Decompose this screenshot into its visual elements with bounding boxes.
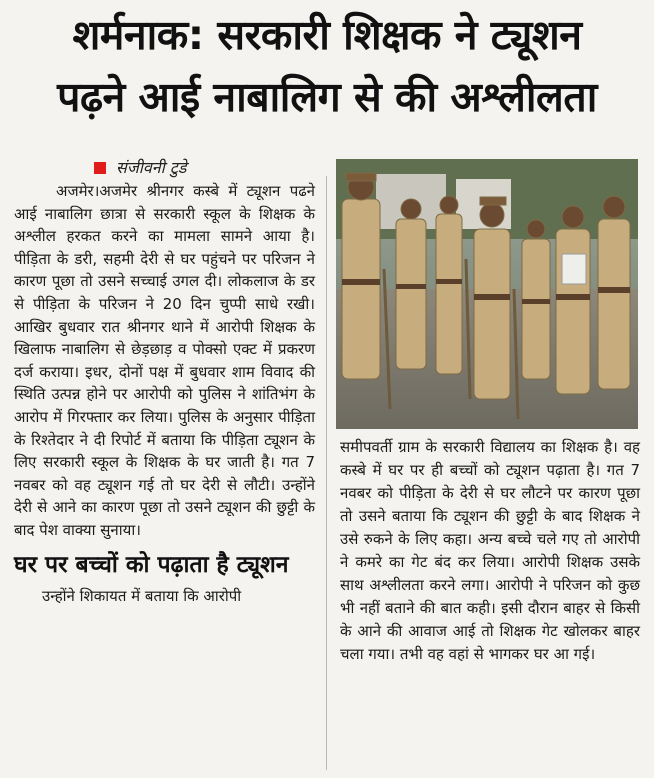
police-officers-photo: [336, 159, 638, 429]
column-divider: [326, 176, 327, 770]
subheading: घर पर बच्चों को पढ़ाता है ट्यूशन: [14, 551, 289, 578]
headline: [0, 4, 654, 128]
photo-illustration: [336, 159, 638, 429]
headline-line-2: पढ़ने आई नाबालिग से की अश्लीलता: [57, 73, 597, 121]
left-column-tail: उन्होंने शिकायत में बताया कि आरोपी: [42, 586, 242, 605]
right-column: [340, 436, 640, 666]
byline-text: संजीवनी टुडे: [116, 158, 187, 177]
right-column-body: समीपवर्ती ग्राम के सरकारी विद्यालय का शिक्षक है। वह कस्बे में घर पर ही बच्चों को ट्यूशन पढ़ाता है। गत 7 नवबर को पीड़िता के देरी से घर लौटने पर कारण पूछा तो उसने बताया कि ट्यूशन की छुट्टी के बाद शिक्षक ने उसे रुकने के लिए कहा। अन्य बच्चे चले गए तो आरोपी ने कमरे का गेट बंद कर लिया। आरोपी शिक्षक उसके साथ अश्लीलता करने लगा। आरोपी ने परिजन को कुछ भी नहीं बताने की बात कही। इसी दौरान बाहर से किसी के आने की आवाज आई तो शिक्षक गेट खोलकर बाहर चला गया। तभी वह वहां से भागकर घर आ गई।: [340, 438, 640, 663]
headline-line-1: शर्मनाक: सरकारी शिक्षक ने ट्यूशन: [72, 11, 582, 59]
left-column: [14, 180, 315, 607]
red-square-icon: [94, 162, 106, 174]
byline: [94, 158, 186, 178]
left-column-body: अजमेर।अजमेर श्रीनगर कस्बे में ट्यूशन पढने आई नाबालिग छात्रा से सरकारी स्कूल के शिक्षक के अश्लील हरकत करने का मामला सामने आया है। पीड़िता के डरी, सहमी देरी से घर पहुंचने पर परिजन ने कारण पूछा तो उसने सच्चाई उगल दी। लोकलाज के डर से पीड़िता के परिजन ने 20 दिन चुप्पी साधे रखी। आखिर बुधवार रात श्रीनगर थाने में आरोपी शिक्षक के खिलाफ नाबालिग से छेड़छाड़ व पोक्सो एक्ट में प्रकरण दर्ज कराया। इधर, दोनों पक्ष में बुधवार शाम विवाद की स्थिति उत्पन्न होने पर आरोपी को पुलिस ने शांतिभंग के आरोप में गिरफ्तार कर लिया। पुलिस के अनुसार पीड़िता के रिश्तेदार ने दी रिपोर्ट में बताया कि पीड़िता ट्यूशन के लिए सरकारी स्कूल के शिक्षक के घर जाती है। गत 7 नवबर को वह ट्यूशन गई तो घर देरी से लौटी। उन्होंने देरी से आने का कारण पूछा तो उसने ट्यूशन की छुट्टी के बाद पेश वाक्या सुनाया।: [14, 182, 315, 539]
